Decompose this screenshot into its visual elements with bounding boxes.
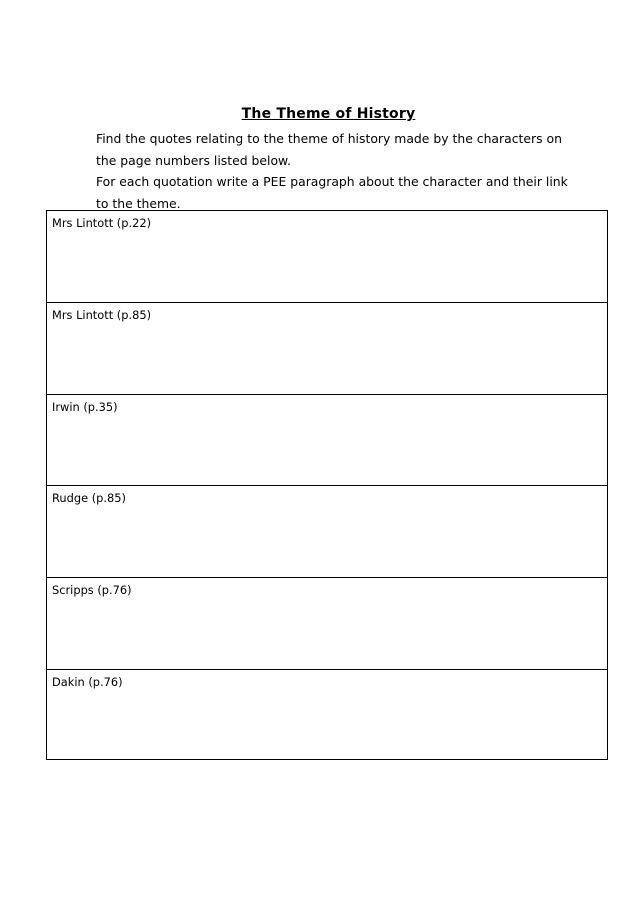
page-title: The Theme of History bbox=[241, 106, 416, 122]
row-label: Irwin (p.35) bbox=[52, 399, 118, 414]
answer-table bbox=[46, 210, 608, 760]
instruction-line: to the theme. bbox=[96, 195, 181, 211]
answer-row-rudge[interactable] bbox=[47, 486, 607, 578]
row-label: Scripps (p.76) bbox=[52, 583, 132, 598]
answer-row-irwin[interactable] bbox=[47, 395, 607, 487]
row-label: Mrs Lintott (p.22) bbox=[52, 216, 152, 230]
instruction-line: Find the quotes relating to the theme of history made by the characters on bbox=[96, 131, 562, 146]
row-label: Rudge (p.85) bbox=[52, 491, 126, 506]
instruction-line: For each quotation write a PEE paragraph about the character and their link bbox=[96, 174, 568, 189]
answer-row-mrs-lintott-22[interactable] bbox=[47, 211, 607, 303]
answer-row-dakin[interactable] bbox=[47, 670, 607, 762]
answer-row-mrs-lintott-85[interactable] bbox=[47, 303, 607, 395]
row-label: Dakin (p.76) bbox=[52, 674, 123, 689]
row-label: Mrs Lintott (p.85) bbox=[52, 307, 152, 322]
answer-row-scripps[interactable] bbox=[47, 578, 607, 670]
instruction-line: the page numbers listed below. bbox=[96, 152, 291, 168]
instructions bbox=[96, 128, 576, 214]
